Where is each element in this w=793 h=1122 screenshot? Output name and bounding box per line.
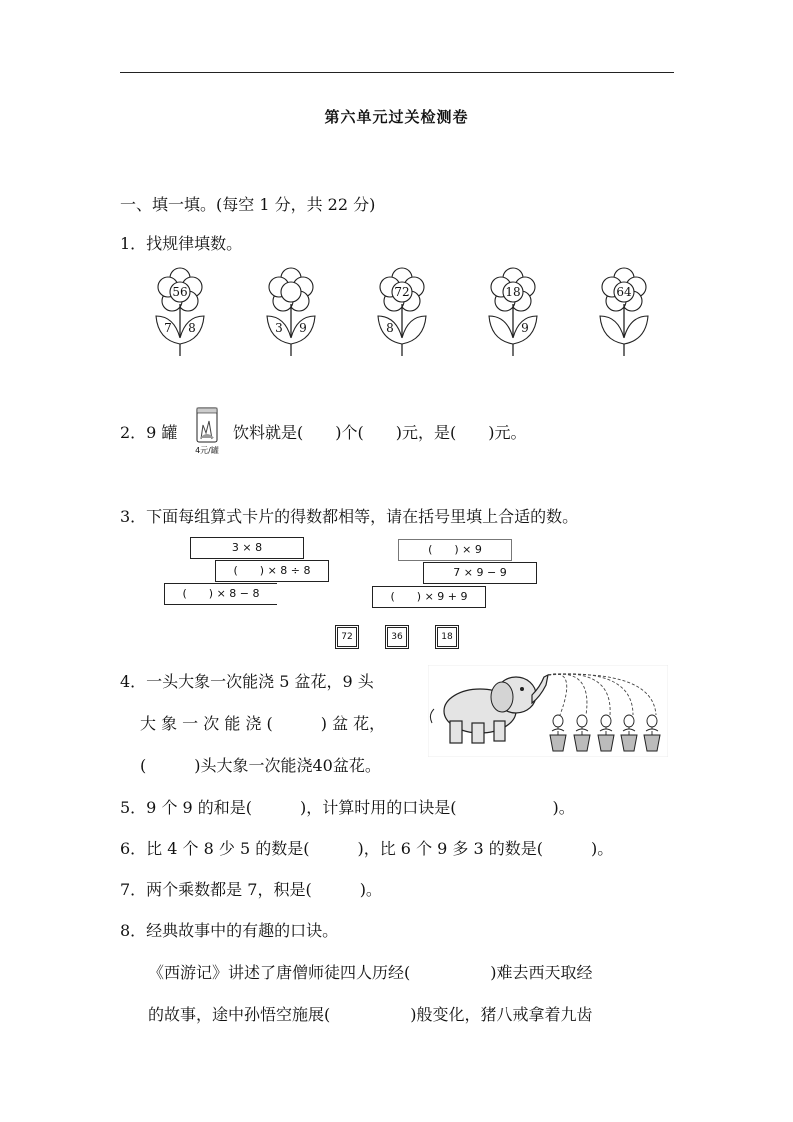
card-g1-3: ( ) × 8 − 8 [164,583,277,605]
q4-line2: 大 象 一 次 能 浇 ( ) 盆 花， [140,714,386,733]
q8-line2: 的故事，途中孙悟空施展( )般变化，猪八戒拿着九齿 [148,1005,593,1024]
flower-right-leaf-number: 8 [188,321,196,335]
flower-left-leaf-number: 7 [164,321,172,335]
card-g2-2: 7 × 9 − 9 [423,562,537,584]
card-g2-3: ( ) × 9 + 9 [372,586,486,608]
flower-left-leaf-number: 3 [275,321,283,335]
flower-center-number: 64 [616,285,632,299]
flower-left-leaf-number: 8 [386,321,394,335]
card-g2-1: ( ) × 9 [398,539,512,561]
answer-card-1: 72 [337,627,357,647]
q4-line3: ( )头大象一次能浇40盆花。 [140,756,381,775]
header-rule [120,72,674,73]
flower-4 [483,266,543,358]
q6-text: 6．比 4 个 8 少 5 的数是( )，比 6 个 9 多 3 的数是( )。 [120,839,614,858]
flower-center-number: 56 [172,285,188,299]
q3-prompt: 3．下面每组算式卡片的得数都相等，请在括号里填上合适的数。 [120,507,579,526]
flower-center-number: 18 [505,285,521,299]
q4-line1: 4．一头大象一次能浇 5 盆花，9 头 [120,672,374,691]
section-heading: 一、填一填。(每空 1 分，共 22 分) [120,195,376,214]
flower-center-number: 72 [394,285,410,299]
q2-number: 2．9 罐 [120,423,178,442]
drink-can-icon [191,405,223,457]
q1-prompt: 1．找规律填数。 [120,234,243,253]
flower-5 [594,266,654,358]
answer-card-3: 18 [437,627,457,647]
elephant-watering-image [428,665,668,757]
card-g1-1: 3 × 8 [190,537,304,559]
flower-row [150,266,670,361]
can-price-label: 4元/罐 [195,446,219,455]
flower-2 [261,266,321,358]
q2-text: 饮料就是( )个( )元，是( )元。 [233,423,527,442]
q5-text: 5．9 个 9 的和是( )，计算时用的口诀是( )。 [120,798,575,817]
card-g1-2: ( ) × 8 ÷ 8 [215,560,329,582]
page-title: 第六单元过关检测卷 [324,108,469,126]
flower-right-leaf-number: 9 [521,321,529,335]
q8-prompt: 8．经典故事中的有趣的口诀。 [120,921,339,940]
flower-right-leaf-number: 9 [299,321,307,335]
q8-line1: 《西游记》讲述了唐僧师徒四人历经( )难去西天取经 [148,963,593,982]
answer-card-2: 36 [387,627,407,647]
q7-text: 7．两个乘数都是 7，积是( )。 [120,880,382,899]
flower-3 [372,266,432,358]
flower-1 [150,266,210,358]
